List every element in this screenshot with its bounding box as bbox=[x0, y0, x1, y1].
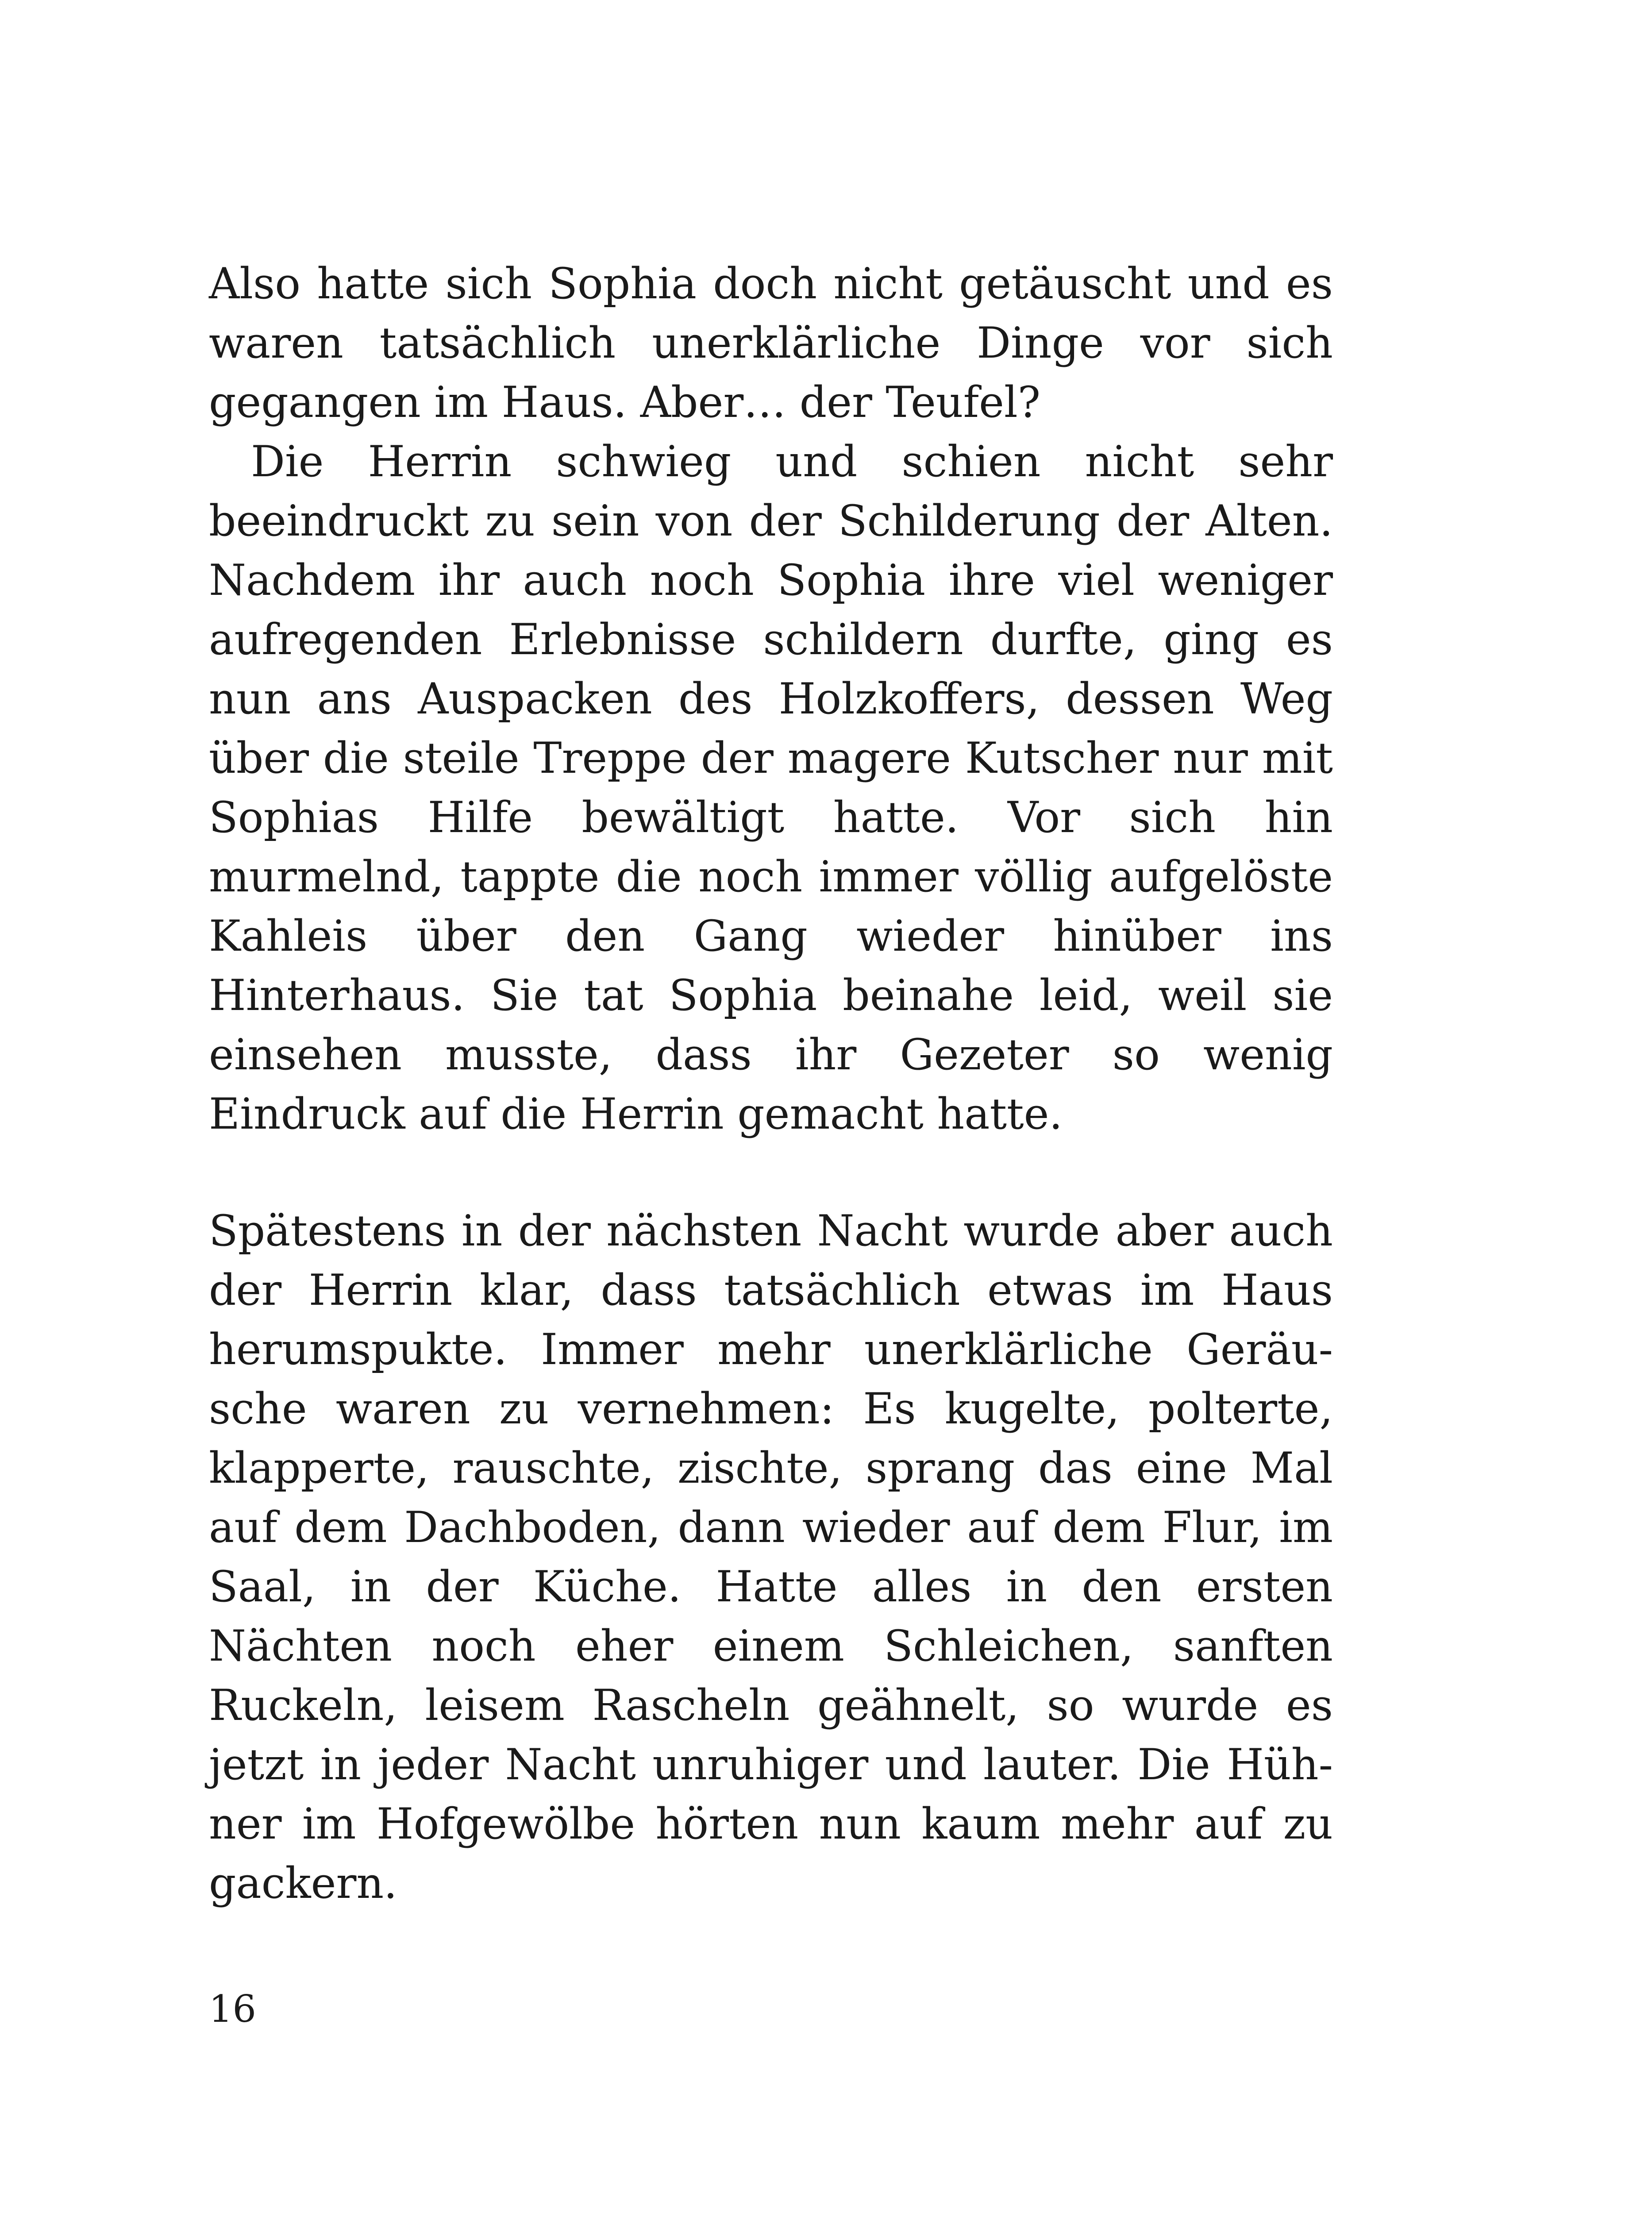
section-2 bbox=[209, 1201, 1333, 1913]
page-number: 16 bbox=[209, 1987, 256, 2031]
paragraph-3: Spätestens in der nächsten Nacht wurde aber auch der Herrin klar, dass tatsächlich etwas im Haus herumspukte. Immer mehr unerklärliche Geräusche waren zu vernehmen: Es kugelte, polterte, klapperte, rauschte, zischte, sprang das eine Mal auf dem Dachboden, dann wieder auf dem Flur, im Saal, in der Küche. Hatte alles in den ersten Nächten noch eher einem Schleichen, sanften Ruckeln, leisem Rascheln geähnelt, so wurde es jetzt in jeder Nacht unruhiger und lauter. Die Hühner im Hofgewölbe hörten nun kaum mehr auf zu gackern. bbox=[209, 1206, 1333, 1908]
section-1 bbox=[209, 254, 1333, 1144]
paragraph-1: Also hatte sich Sophia doch nicht getäuscht und es waren tatsächlich unerklärliche Dinge vor sich gegangen im Haus. Aber… der Teufel? bbox=[209, 259, 1333, 427]
paragraph-2: Die Herrin schwieg und schien nicht sehr beeindruckt zu sein von der Schilderung der Alten. Nachdem ihr auch noch Sophia ihre viel weniger aufregenden Erlebnisse schildern durfte, ging es nun ans Auspacken des Holzkoffers, dessen Weg über die steile Treppe der magere Kutscher nur mit Sophias Hilfe bewältigt hatte. Vor sich hin murmelnd, tappte die noch immer völlig aufgelöste Kahleis über den Gang wieder hinüber ins Hinterhaus. Sie tat Sophia beinahe leid, weil sie einsehen musste, dass ihr Gezeter so wenig Eindruck auf die Herrin gemacht hatte. bbox=[209, 437, 1333, 1139]
